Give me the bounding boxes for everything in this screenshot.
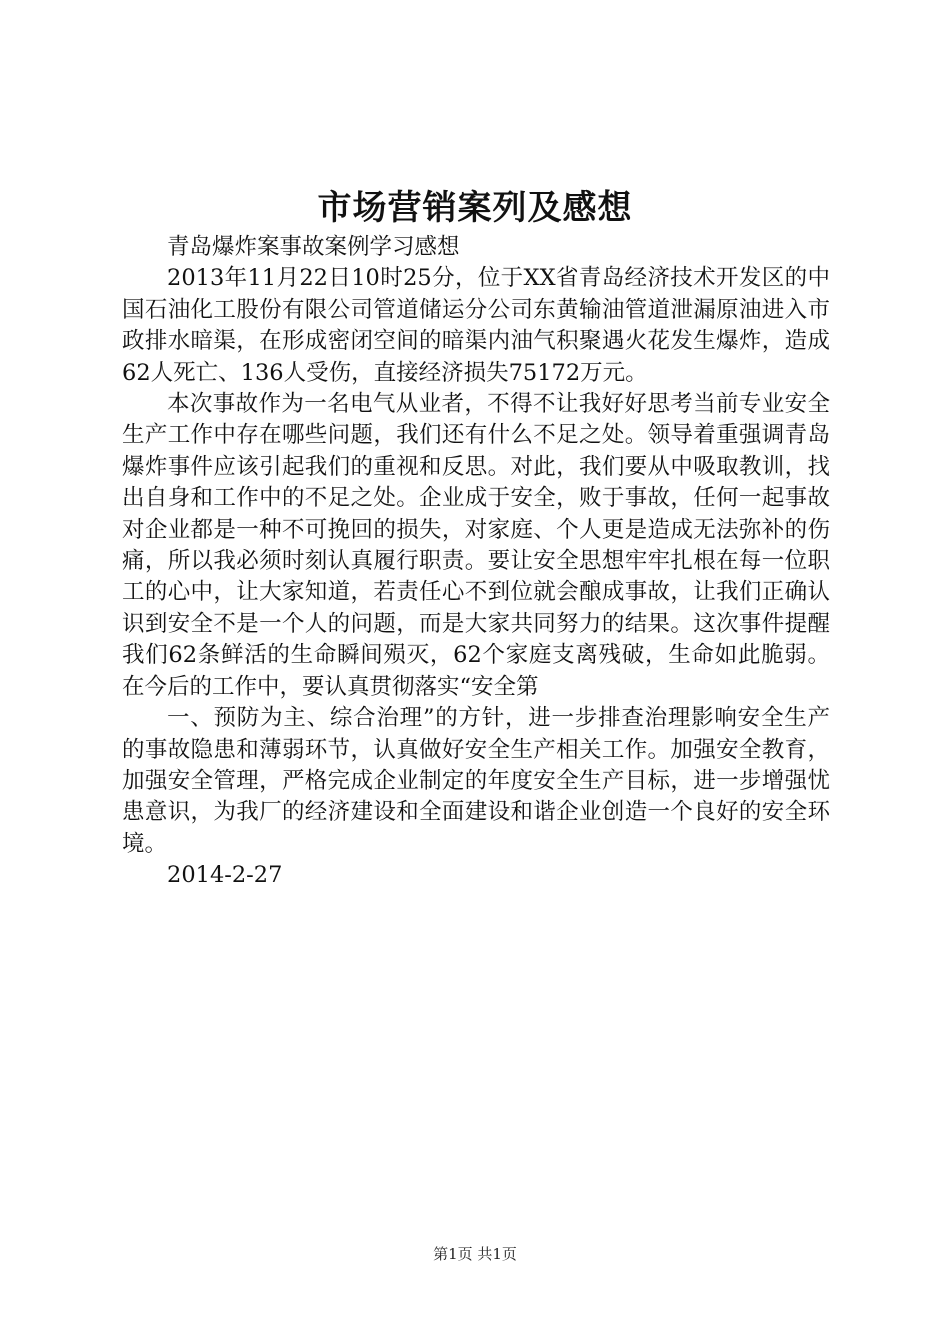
paragraph-subtitle: 青岛爆炸案事故案例学习感想: [167, 234, 460, 260]
page-footer: 第1页 共1页: [433, 1245, 517, 1263]
paragraph-date: 2014-2-27: [167, 862, 283, 889]
paragraph-incident: 2013年11月22日10时25分，位于XX省青岛经济技术开发区的中国石油化工股份有限公司管道储运分公司东黄输油管道泄漏原油进入市政排水暗渠，在形成密闭空间的暗渠内油气积聚遇火花发生爆炸，造成62人死亡、136人受伤，直接经济损失75172万元。: [122, 265, 830, 386]
document-title: 市场营销案列及感想: [317, 188, 633, 228]
document-body: [122, 232, 830, 892]
paragraph-reflection: 本次事故作为一名电气从业者，不得不让我好好思考当前专业安全生产工作中存在哪些问题，我们还有什么不足之处。领导着重强调青岛爆炸事件应该引起我们的重视和反思。对此，我们要从中吸取教训，找出自身和工作中的不足之处。企业成于安全，败于事故，任何一起事故对企业都是一种不可挽回的损失，对家庭、个人更是造成无法弥补的伤痛，所以我必须时刻认真履行职责。要让安全思想牢牢扎根在每一位职工的心中，让大家知道，若责任心不到位就会酿成事故，让我们正确认识到安全不是一个人的问题，而是大家共同努力的结果。这次事件提醒我们62条鲜活的生命瞬间殒灭，62个家庭支离残破，生命如此脆弱。在今后的工作中，要认真贯彻落实“安全第: [122, 391, 830, 700]
paragraph-policy: 一、预防为主、综合治理”的方针，进一步排查治理影响安全生产的事故隐患和薄弱环节，认真做好安全生产相关工作。加强安全教育，加强安全管理，严格完成企业制定的年度安全生产目标，进一步增强忧患意识，为我厂的经济建设和全面建设和谐企业创造一个良好的安全环境。: [122, 705, 830, 857]
